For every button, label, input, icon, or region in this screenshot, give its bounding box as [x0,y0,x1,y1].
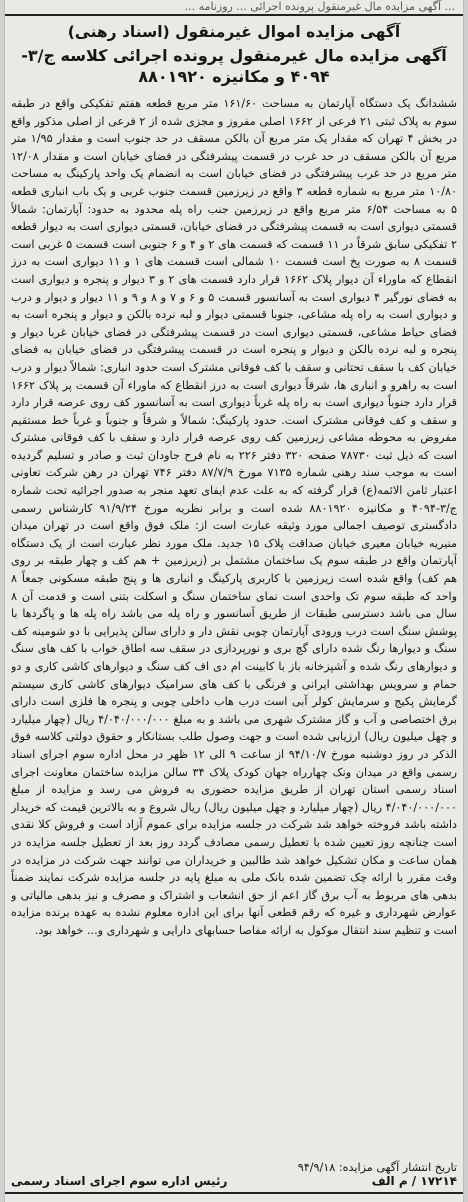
notice-subtitle: آگهی مزایده مال غیرمنقول پرونده اجرائی کلاسه ج/۳- ۴۰۹۴ و مکانیزه ۸۸۰۱۹۲۰ [21,46,447,86]
bottom-rule [5,1192,463,1194]
publish-date: تاریخ انتشار آگهی مزایده: ۹۴/۹/۱۸ [297,1161,457,1174]
signature-line: رئیس اداره سوم اجرای اسناد رسمی [11,1174,228,1188]
newspaper-clipping [4,0,464,1202]
footer-right [298,1161,457,1188]
cut-off-top-line: ... آگهی مزایده مال غیرمنقول پرونده اجرائی ... روزنامه ... [5,0,463,16]
serial-number: ۱۷۲۱۴ / م الف [371,1174,457,1188]
notice-footer [11,1161,457,1188]
notice-body: ششدانگ یک دستگاه آپارتمان به مساحت ۱۶۱/۶۰ متر مربع قطعه هفتم تفکیکی واقع در طبقه سوم به پلاک ثبتی ۲۱ فرعی از ۱۶۶۲ اصلی مفروز و مجزی شده از ۲ فرعی از اصلی مذکور واقع در بخش ۴ تهران که مقدار یک متر مربع آن بالکن مسقف در حد جنوب است و مقدار ۱/۹۵ متر مربع آن بالکن مسقف در حد غرب در قسمت پیشرفتگی در فضای خیابان است و مقدار ۱۲/۰۸ متر مربع در حد غرب پیشرفتگی در فضای خیابان است به انضمام یک واحد پارکینگ به مساحت ۱۰/۸۰ متر مربع به شماره قطعه ۳ واقع در زیرزمین قسمت جنوب غربی و یک باب انباری قطعه ۵ به مساحت ۶/۵۴ متر مربع واقع در زیرزمین جنب راه پله محدود به حدود: آپارتمان: شمالاً قسمتی دیواری است به قسمت پیشرفتگی در فضای خیابان، قسمتی دیواری است به دیوار قطعه ۲ تفکیکی سابق شرقاً در ۱۱ قسمت که قسمت های ۲ و ۴ و ۶ جنوبی است قسمت ۵ غربی است قسمت ۸ به صورت پخ است قسمت ۱۰ شمالی است قسمت های ۱ و ۱۱ دیواری است به درز انقطاع که ماوراء آن دیوار پلاک ۱۶۶۲ قرار دارد قسمت های ۲ و ۳ دیوار و پنجره و دیواری است به فضای نورگیر ۴ دیواری است به آسانسور قسمت ۵ و ۶ و ۷ و ۸ و ۹ و ۱۱ دیوار و دیوار و درب و دیواری است به راه پله مشاعی، جنوبا قسمتی دیوار و لبه نرده بالکن و دیوار و پنجره است به فضای حیاط مشاعی، قسمتی دیواری است در قسمت پیشرفتگی در فضای خیابان غربا دیوار و پنجره و لبه نرده بالکن و دیوار و پنجره است در قسمت پیشرفتگی در فضای خیابان به فضای خیابان کف با سقف تحتانی و سقف با کف فوقانی مشترک است حدود انباری: شمالاً دیوار و درب است به راهرو و انباری ها، شرقاً دیواری است به درز انقطاع که ماوراء آن قسمت پر پلاک ۱۶۶۲ قرار دارد جنوباً دیواری است به راه پله غرباً دیواری است به آسانسور کف روی عرصه قرار دارد و سقف و کف فوقانی مشترک است. حدود پارکینگ: شمالاً و شرقاً و جنوباً و غرباً خط مستقیم مفروض به محوطه مشاعی زیرزمین کف روی عرصه قرار دارد و سقف با کف فوقانی مشترک است که ذیل ثبت ۷۸۷۳۰ صفحه ۳۲۰ دفتر ۲۲۶ به نام فرح جاودان ثبت و صادر و تسلیم گردیده است به موجب سند رهنی شماره ۷۱۳۵ مورخ ۸۷/۷/۹ دفتر ۷۴۶ تهران در رهن شرکت تعاونی اعتبار ثامن الائمه(ع) قرار گرفته که به علت عدم ایفای تعهد منجر به صدور اجرائیه تحت شماره ج/۳-۴۰۹۴ و مکانیزه ۸۸۰۱۹۲۰ شده است و برابر نظریه مورخ ۹۱/۹/۲۴ کارشناس رسمی دادگستری توصیف اجمالی مورد وثیقه عبارت است از: ملک فوق واقع است در تهران میدان منیریه خیابان معیری خیابان صداقت پلاک ۱۵ جدید. ملک مورد نظر عبارت است از یک دستگاه آپارتمان واقع در طبقه سوم یک ساختمان مشتمل بر (زیرزمین + هم کف و چهار طبقه بر روی هم کف) واقع شده است زیرزمین با کاربری پارکینگ و انباری ها و پنج طبقه مسکونی جمعاً ۸ واحد که طبقه سوم تک واحدی است نمای ساختمان سنگ و اسکلت بتنی است و قدمت آن ۸ سال می باشد دسترسی طبقات از طریق آسانسور و راه پله می باشد راه پله ها و پاگردها با پوشش سنگ است درب ورودی آپارتمان چوبی نقش دار و دارای سالن پذیرایی با دو شومینه کف سنگ و دیوارها رنگ شده دارای گچ بری و نورپردازی در سقف سه اطاق خواب با کف های سنگ و دیوارهای رنگ شده و آشپزخانه باز با کابینت ام دی اف کف سنگ و دیوارهای کاشی کاری و دو حمام و سرویس بهداشتی ایرانی و فرنگی با کف های سرامیک دیوارهای کاشی کاری سیستم گرمایش پکیج و سرمایش کولر آبی است درب هاب داخلی چوبی و پنجره ها فلزی است دارای برق اختصاصی و آب و گاز مشترک شهری می باشد و به مبلغ ۴/۰۴۰/۰۰۰/۰۰۰ ریال (چهار میلیارد و چهل میلیون ریال) ارزیابی شده است و جهت وصول طلب بستانکار و حقوق دولتی کلاسه فوق الذکر در روز دوشنبه مورخ ۹۴/۱۰/۷ از ساعت ۹ الی ۱۲ ظهر در محل اداره سوم اجرای اسناد رسمی واقع در میدان ونک چهارراه جهان کودک پلاک ۳۴ سالن مزایده ساختمان معاونت اجرای اسناد رسمی استان تهران از طریق مزایده حضوری به فروش می رسد و مزایده از مبلغ ۴/۰۴۰/۰۰۰/۰۰۰ ریال (چهار میلیارد و چهل میلیون ریال) ریال شروع و به بالاترین قیمت که خریدار داشته باشد فروخته خواهد شد شرکت در جلسه مزایده برای عموم آزاد است و فروش کلا نقدی است چنانچه روز تعیین شده با تعطیل رسمی مصادف گردد روز بعد از تعطیل جلسه مزایده در همان ساعت و مکان تشکیل خواهد شد طالبین و خریداران می توانند جهت شرکت در مزایده در وقت مقرر با ارائه چک تضمین شده بانک ملی به مبلغ پایه در جلسه مزایده شرکت نمایند ضمناً بدهی های مربوط به آب برق گاز اعم از حق انشعاب و اشتراک و مصرف و نیز بدهی مالیاتی و عوارض شهرداری و غیره که رقم قطعی آنها برای این اداره معلوم نشده به عهده برنده مزایده است و تنظیم سند انتقال موکول به ارائه مفاصا حسابهای دارایی و شهرداری و... خواهد بود. [11,97,457,937]
notice-title: آگهی مزایده اموال غیرمنقول (اسناد رهنی) [67,23,401,41]
